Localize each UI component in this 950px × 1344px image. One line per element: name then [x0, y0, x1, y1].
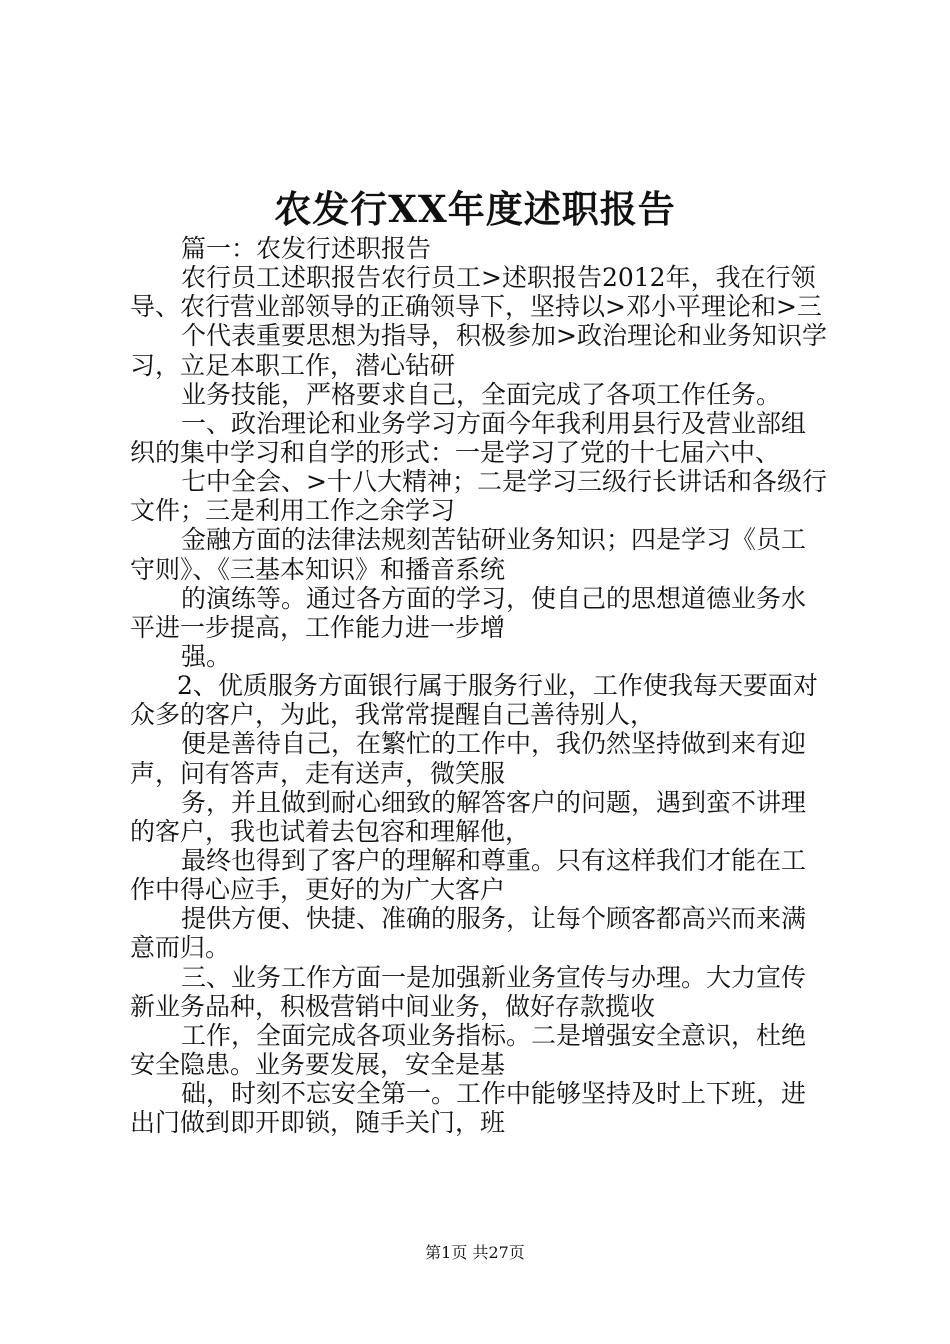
- body-line: 便是善待自己，在繁忙的工作中，我仍然坚持做到来有迎: [181, 729, 807, 759]
- body-line: 平进一步提高，工作能力进一步增: [130, 612, 506, 642]
- body-line: 提供方便、快捷、准确的服务，让每个顾客都高兴而来满: [181, 904, 807, 934]
- body-line: 个代表重要思想为指导，积极参加>政治理论和业务知识学: [181, 321, 827, 351]
- document-body: [130, 234, 835, 1137]
- document-title: 农发行XX年度述职报告: [274, 187, 676, 231]
- body-line: 三、业务工作方面一是加强新业务宣传与办理。大力宣传: [181, 962, 807, 992]
- body-line: 2、优质服务方面银行属于服务行业，工作使我每天要面对: [177, 671, 818, 701]
- body-line: 守则》、《三基本知识》和播音系统: [130, 554, 506, 584]
- body-line: 强。: [181, 641, 232, 671]
- body-line: 的演练等。通过各方面的学习，使自己的思想道德业务水: [181, 583, 807, 613]
- body-line: 工作，全面完成各项业务指标。二是增强安全意识，杜绝: [181, 1020, 807, 1050]
- body-line: 作中得心应手，更好的为广大客户: [130, 875, 506, 905]
- page-footer: 第1页 共27页: [425, 1243, 525, 1262]
- body-line: 最终也得到了客户的理解和尊重。只有这样我们才能在工: [181, 845, 807, 875]
- body-line: 的客户，我也试着去包容和理解他，: [130, 816, 531, 846]
- body-line: 础，时刻不忘安全第一。工作中能够坚持及时上下班，进: [181, 1079, 807, 1109]
- body-line: 出门做到即开即锁，随手关门，班: [130, 1108, 506, 1138]
- body-line: 业务技能，严格要求自己，全面完成了各项工作任务。: [181, 379, 782, 409]
- body-line: 安全隐患。业务要发展，安全是基: [130, 1049, 506, 1079]
- body-line: 文件；三是利用工作之余学习: [130, 496, 456, 526]
- body-line: 农行员工述职报告农行员工>述职报告2012年，我在行领: [181, 263, 816, 293]
- body-line: 新业务品种，积极营销中间业务，做好存款揽收: [130, 991, 656, 1021]
- body-line: 一、政治理论和业务学习方面今年我利用县行及营业部组: [181, 408, 807, 438]
- body-line: 七中全会、>十八大精神；二是学习三级行长讲话和各级行: [181, 467, 827, 497]
- body-line: 务，并且做到耐心细致的解答客户的问题，遇到蛮不讲理: [181, 787, 807, 817]
- body-line: 金融方面的法律法规刻苦钻研业务知识；四是学习《员工: [181, 525, 807, 555]
- body-line: 导、农行营业部领导的正确领导下，坚持以>邓小平理论和>三: [130, 292, 822, 322]
- body-line: 篇一：农发行述职报告: [181, 234, 432, 263]
- body-line: 习，立足本职工作，潜心钻研: [130, 350, 456, 380]
- body-line: 意而归。: [130, 933, 231, 963]
- body-line: 织的集中学习和自学的形式：一是学习了党的十七届六中、: [130, 437, 781, 467]
- body-line: 众多的客户，为此，我常常提醒自己善待别人，: [130, 700, 656, 730]
- body-line: 声，问有答声，走有送声，微笑服: [130, 758, 506, 788]
